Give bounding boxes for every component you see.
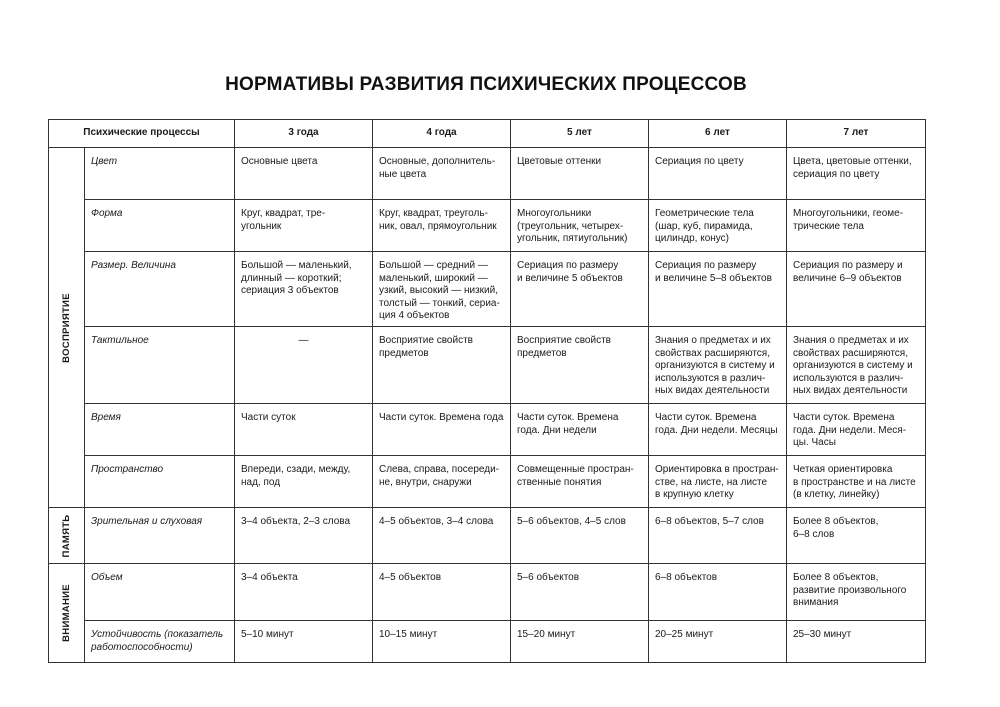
header-age-5: 5 лет — [511, 120, 649, 148]
value-cell: Слева, справа, посереди- не, внутри, снаружи — [373, 456, 511, 508]
subprocess-cell: Зрительная и слуховая — [85, 508, 235, 564]
header-age-6: 6 лет — [649, 120, 787, 148]
value-cell: Знания о предметах и их свойствах расширяются, организуются в систему и используются в различ- ных видах деятельности — [787, 327, 926, 404]
group-label: ВОСПРИЯТИЕ — [60, 292, 72, 363]
subprocess-cell: Устойчивость (показатель работоспособности) — [85, 621, 235, 663]
value-cell: Ориентировка в простран- стве, на листе, на листе в крупную клетку — [649, 456, 787, 508]
subprocess-cell: Цвет — [85, 148, 235, 200]
value-cell: Восприятие свойств предметов — [511, 327, 649, 404]
page-title: НОРМАТИВЫ РАЗВИТИЯ ПСИХИЧЕСКИХ ПРОЦЕССОВ — [225, 74, 747, 95]
value-cell: Основные цвета — [235, 148, 373, 200]
value-cell: Большой — маленький, длинный — короткий; сериация 3 объектов — [235, 252, 373, 327]
table-row — [49, 621, 926, 663]
value-cell: Четкая ориентировка в пространстве и на листе (в клетку, линейку) — [787, 456, 926, 508]
table-row — [49, 456, 926, 508]
group-cell — [49, 564, 85, 663]
value-cell: Круг, квадрат, тре- угольник — [235, 200, 373, 252]
group-label: ВНИМАНИЕ — [60, 584, 72, 642]
value-cell: 3–4 объекта — [235, 564, 373, 621]
value-cell: 3–4 объекта, 2–3 слова — [235, 508, 373, 564]
group-cell — [49, 508, 85, 564]
value-cell: Восприятие свойств предметов — [373, 327, 511, 404]
norms-table — [48, 119, 926, 663]
header-process: Психические процессы — [49, 120, 235, 148]
subprocess-cell: Тактильное — [85, 327, 235, 404]
value-cell: 5–6 объектов, 4–5 слов — [511, 508, 649, 564]
value-cell: 5–6 объектов — [511, 564, 649, 621]
value-cell: 4–5 объектов — [373, 564, 511, 621]
header-age-4: 4 года — [373, 120, 511, 148]
table-row — [49, 508, 926, 564]
value-cell: Сериация по размеру и величине 5 объектов — [511, 252, 649, 327]
value-cell: Сериация по цвету — [649, 148, 787, 200]
value-cell: Знания о предметах и их свойствах расширяются, организуются в систему и используются в различ- ных видах деятельности — [649, 327, 787, 404]
value-cell: Части суток — [235, 404, 373, 456]
value-cell: Многоугольники (треугольник, четырех- угольник, пятиугольник) — [511, 200, 649, 252]
value-cell: Цвета, цветовые оттенки, сериация по цвету — [787, 148, 926, 200]
value-cell: Части суток. Времена года. Дни недели — [511, 404, 649, 456]
value-cell: Основные, дополнитель- ные цвета — [373, 148, 511, 200]
table-row — [49, 404, 926, 456]
group-cell — [49, 148, 85, 508]
table-row — [49, 252, 926, 327]
value-cell: Впереди, сзади, между, над, под — [235, 456, 373, 508]
header-row — [49, 120, 926, 148]
subprocess-cell: Пространство — [85, 456, 235, 508]
value-cell: 6–8 объектов — [649, 564, 787, 621]
value-cell: Многоугольники, геоме- трические тела — [787, 200, 926, 252]
value-cell: 15–20 минут — [511, 621, 649, 663]
value-cell: 25–30 минут — [787, 621, 926, 663]
value-cell: Части суток. Времена года. Дни недели. Месяцы — [649, 404, 787, 456]
value-cell: Цветовые оттенки — [511, 148, 649, 200]
header-age-3: 3 года — [235, 120, 373, 148]
table-row — [49, 327, 926, 404]
subprocess-cell: Объем — [85, 564, 235, 621]
value-cell: Сериация по размеру и величине 6–9 объектов — [787, 252, 926, 327]
value-cell: Совмещенные простран- ственные понятия — [511, 456, 649, 508]
value-cell: Сериация по размеру и величине 5–8 объектов — [649, 252, 787, 327]
value-cell: 10–15 минут — [373, 621, 511, 663]
value-cell: 20–25 минут — [649, 621, 787, 663]
header-age-7: 7 лет — [787, 120, 926, 148]
value-cell: Части суток. Времена года — [373, 404, 511, 456]
value-cell: Большой — средний — маленький, широкий — узкий, высокий — низкий, толстый — тонкий, сериа- ция 4 объектов — [373, 252, 511, 327]
value-cell: — — [235, 327, 373, 404]
value-cell: Более 8 объектов, 6–8 слов — [787, 508, 926, 564]
table-row — [49, 148, 926, 200]
subprocess-cell: Размер. Величина — [85, 252, 235, 327]
subprocess-cell: Форма — [85, 200, 235, 252]
value-cell: Геометрические тела (шар, куб, пирамида, цилиндр, конус) — [649, 200, 787, 252]
value-cell: 4–5 объектов, 3–4 слова — [373, 508, 511, 564]
value-cell: Круг, квадрат, треуголь- ник, овал, прямоугольник — [373, 200, 511, 252]
group-label: ПАМЯТЬ — [60, 514, 72, 557]
value-cell: 6–8 объектов, 5–7 слов — [649, 508, 787, 564]
table-row — [49, 200, 926, 252]
table-row — [49, 564, 926, 621]
subprocess-cell: Время — [85, 404, 235, 456]
value-cell: Более 8 объектов, развитие произвольного внимания — [787, 564, 926, 621]
value-cell: 5–10 минут — [235, 621, 373, 663]
value-cell: Части суток. Времена года. Дни недели. Меся- цы. Часы — [787, 404, 926, 456]
